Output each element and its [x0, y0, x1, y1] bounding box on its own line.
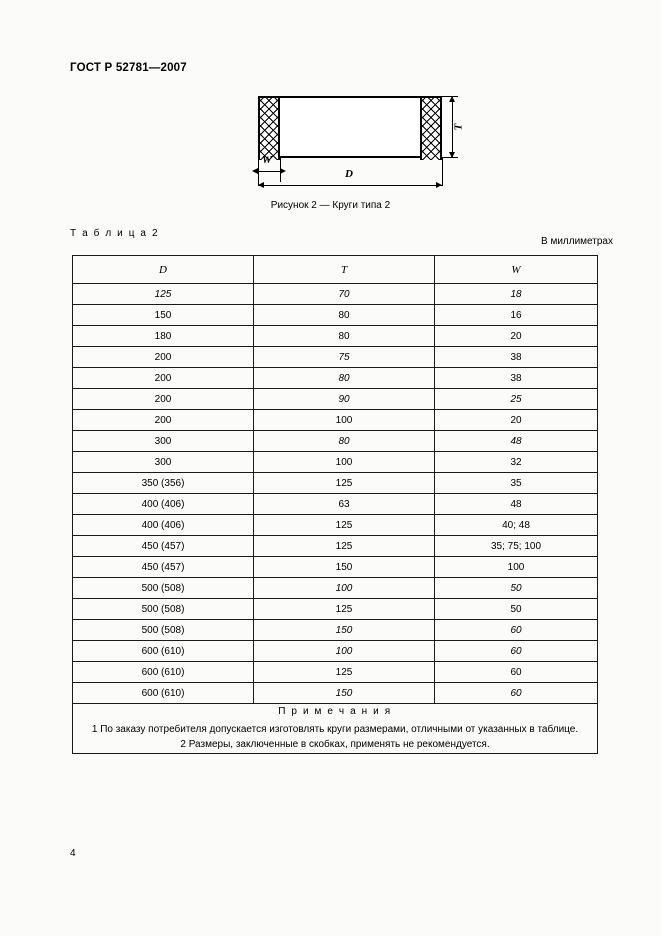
cell-t: 125: [254, 662, 435, 683]
cell-w: 60: [435, 683, 598, 704]
cell-d: 200: [73, 347, 254, 368]
column-header-w: W: [435, 256, 598, 284]
grinding-wheel-cross-section: [258, 96, 442, 158]
cell-w: 18: [435, 284, 598, 305]
column-header-t: T: [254, 256, 435, 284]
table-row: [73, 536, 598, 557]
cell-t: 125: [254, 599, 435, 620]
cell-t: 150: [254, 683, 435, 704]
cell-d: 400 (406): [73, 515, 254, 536]
table-notes-cell: [73, 704, 598, 754]
cell-d: 200: [73, 389, 254, 410]
note-item-1: 1 По заказу потребителя допускается изготовлять круги размерами, отличными от указанных в таблице.: [91, 723, 579, 735]
cell-t: 80: [254, 326, 435, 347]
cell-w: 100: [435, 557, 598, 578]
column-header-d: D: [73, 256, 254, 284]
table-row: [73, 431, 598, 452]
diameter-arrow-left: [258, 182, 264, 188]
cell-t: 125: [254, 536, 435, 557]
cell-d: 200: [73, 410, 254, 431]
cell-t: 63: [254, 494, 435, 515]
thickness-label: T: [452, 123, 465, 131]
table-row: [73, 389, 598, 410]
figure-2: [0, 88, 661, 211]
cell-t: 150: [254, 620, 435, 641]
cell-t: 80: [254, 431, 435, 452]
table-title: Т а б л и ц а 2: [70, 228, 160, 239]
cell-w: 35; 75; 100: [435, 536, 598, 557]
cell-w: 48: [435, 494, 598, 515]
table-row: [73, 620, 598, 641]
table-header-row: [73, 256, 598, 284]
document-standard-header: ГОСТ Р 52781—2007: [70, 62, 187, 74]
cell-d: 125: [73, 284, 254, 305]
cell-w: 20: [435, 326, 598, 347]
cell-d: 400 (406): [73, 494, 254, 515]
cell-w: 38: [435, 347, 598, 368]
table-row: [73, 683, 598, 704]
cell-t: 100: [254, 452, 435, 473]
table-row: [73, 494, 598, 515]
width-label: W: [262, 154, 272, 166]
cell-w: 16: [435, 305, 598, 326]
cell-d: 450 (457): [73, 557, 254, 578]
cell-t: 100: [254, 578, 435, 599]
cell-d: 600 (610): [73, 641, 254, 662]
cell-d: 200: [73, 368, 254, 389]
diameter-extension-right: [442, 158, 443, 186]
cell-w: 32: [435, 452, 598, 473]
cell-w: 48: [435, 431, 598, 452]
table-row: [73, 347, 598, 368]
cell-d: 600 (610): [73, 662, 254, 683]
cell-t: 80: [254, 368, 435, 389]
figure-caption: Рисунок 2 — Круги типа 2: [270, 200, 391, 211]
table-row: [73, 305, 598, 326]
table-row: [73, 599, 598, 620]
cell-w: 35: [435, 473, 598, 494]
table-row: [73, 662, 598, 683]
cell-d: 150: [73, 305, 254, 326]
wheel-bore-area: [280, 98, 420, 156]
diameter-dimension-line: [258, 185, 442, 186]
thickness-extension-bottom: [442, 157, 458, 158]
diameter-label: D: [345, 168, 353, 180]
table-row: [73, 515, 598, 536]
diameter-arrow-right: [436, 182, 442, 188]
table-units-note: В миллиметрах: [541, 236, 613, 247]
cell-t: 75: [254, 347, 435, 368]
cell-d: 500 (508): [73, 578, 254, 599]
table-row: [73, 410, 598, 431]
table-row: [73, 368, 598, 389]
table-row: [73, 452, 598, 473]
cell-w: 20: [435, 410, 598, 431]
cell-d: 500 (508): [73, 599, 254, 620]
cell-t: 70: [254, 284, 435, 305]
thickness-extension-top: [442, 96, 458, 97]
cell-d: 450 (457): [73, 536, 254, 557]
cell-d: 300: [73, 452, 254, 473]
cell-w: 25: [435, 389, 598, 410]
cell-d: 600 (610): [73, 683, 254, 704]
cell-d: 300: [73, 431, 254, 452]
notes-title: П р и м е ч а н и я: [278, 706, 392, 717]
table-row: [73, 473, 598, 494]
wheel-section-hatch-left: [258, 98, 280, 160]
dimensions-table: [72, 255, 598, 754]
table-row: [73, 557, 598, 578]
cell-t: 100: [254, 410, 435, 431]
wheel-section-hatch-right: [420, 98, 442, 160]
table-notes-row: [73, 704, 598, 754]
table-row: [73, 641, 598, 662]
table-row: [73, 326, 598, 347]
cell-d: 350 (356): [73, 473, 254, 494]
cell-d: 180: [73, 326, 254, 347]
note-item-2: 2 Размеры, заключенные в скобках, применять не рекомендуется.: [180, 739, 490, 750]
cell-t: 100: [254, 641, 435, 662]
table-row: [73, 284, 598, 305]
cell-t: 150: [254, 557, 435, 578]
cell-w: 60: [435, 620, 598, 641]
cell-t: 80: [254, 305, 435, 326]
cell-w: 40; 48: [435, 515, 598, 536]
cell-w: 50: [435, 599, 598, 620]
cell-w: 60: [435, 641, 598, 662]
width-arrow-right: [280, 168, 286, 174]
cell-d: 500 (508): [73, 620, 254, 641]
page-number: 4: [70, 848, 76, 859]
cell-w: 60: [435, 662, 598, 683]
cell-t: 90: [254, 389, 435, 410]
cell-w: 38: [435, 368, 598, 389]
table-row: [73, 578, 598, 599]
cell-t: 125: [254, 473, 435, 494]
cell-w: 50: [435, 578, 598, 599]
cell-t: 125: [254, 515, 435, 536]
width-dimension-line: [258, 171, 280, 172]
